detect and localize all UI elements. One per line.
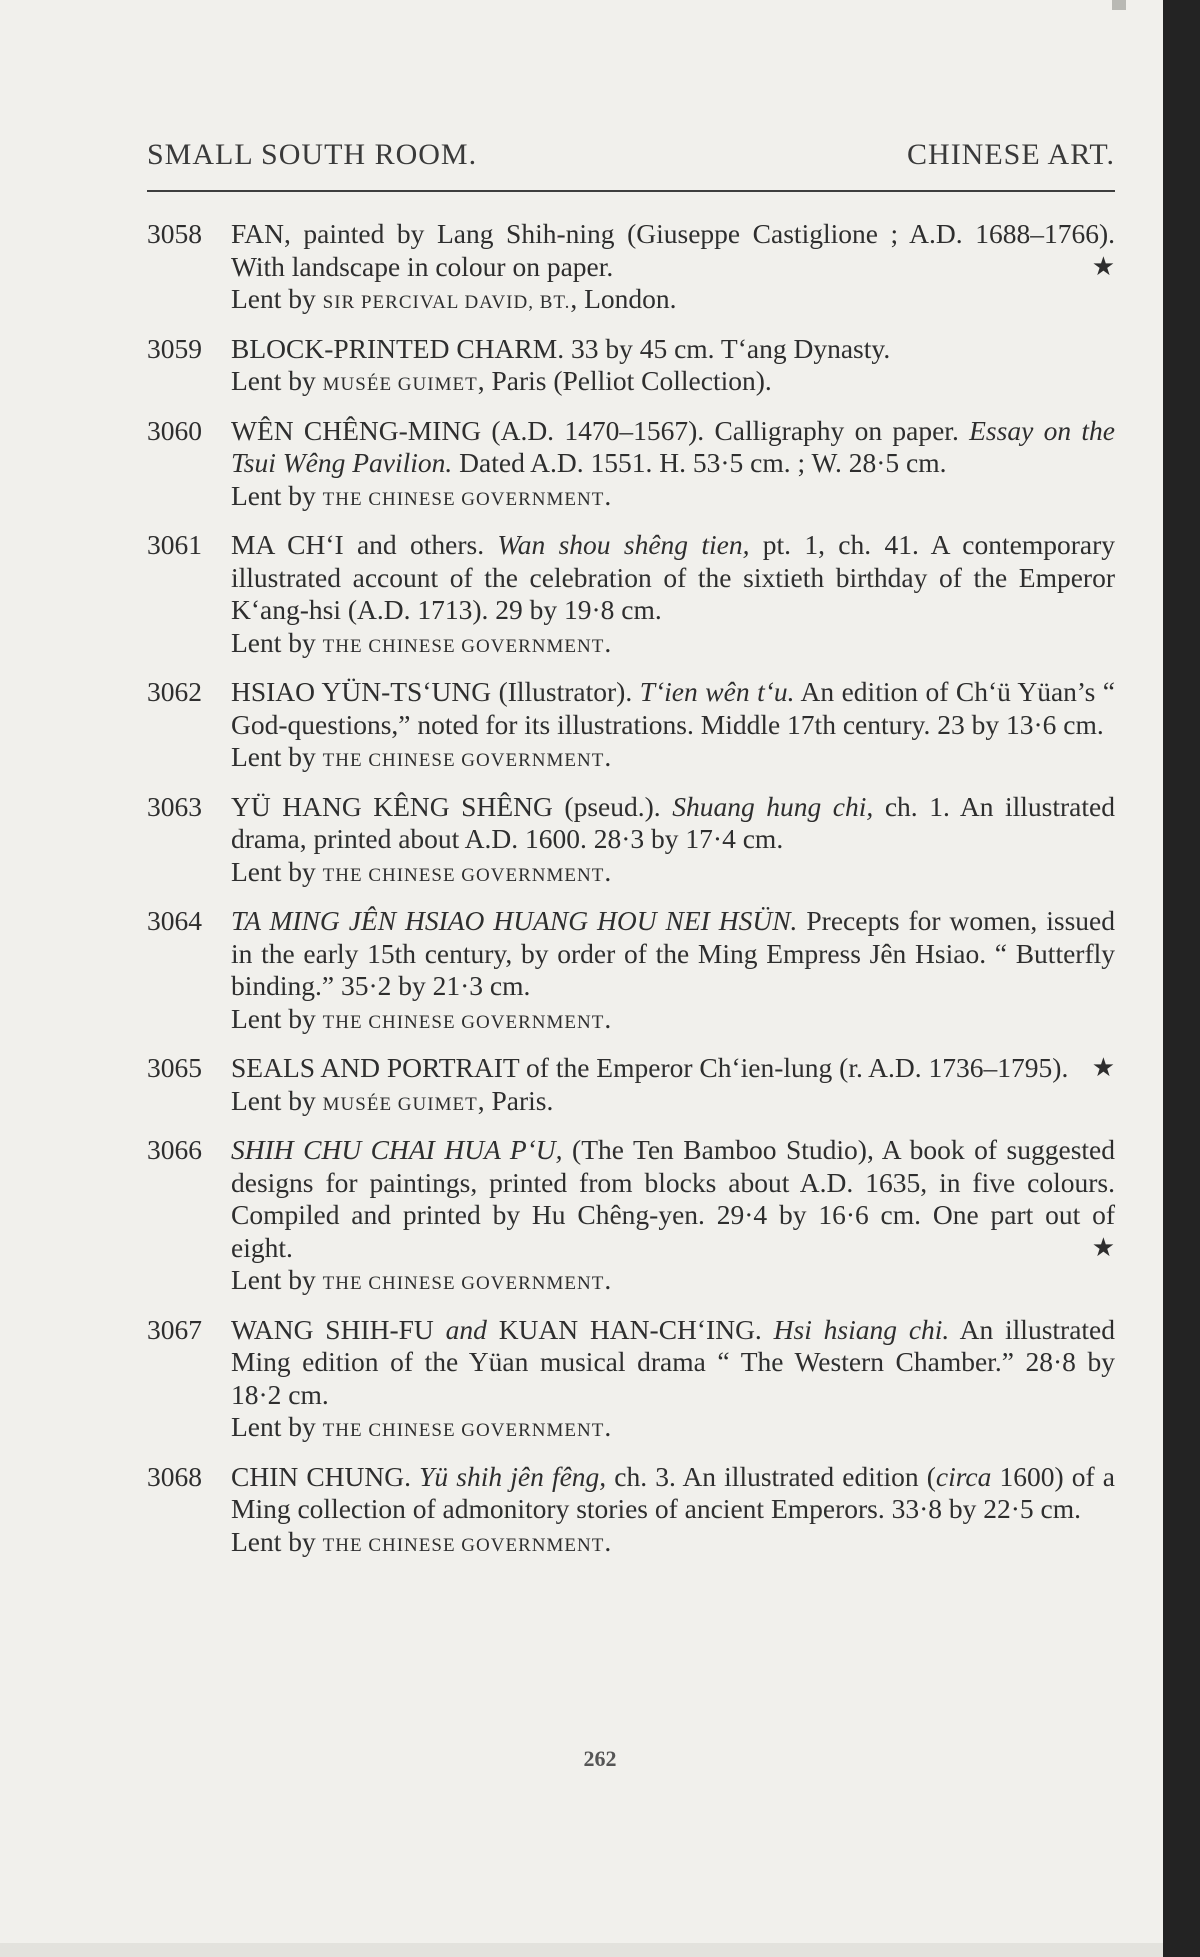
lent-prefix: Lent by xyxy=(231,283,323,314)
entry-number: 3059 xyxy=(147,332,202,364)
entry-title: WANG SHIH-FU xyxy=(231,1313,434,1345)
entry-number: 3065 xyxy=(147,1052,202,1083)
entry-description xyxy=(231,218,1115,283)
entry-number: 3067 xyxy=(147,1313,202,1345)
lender-name: THE CHINESE GOVERNMENT xyxy=(322,1011,605,1033)
lender-name: SIR PERCIVAL DAVID, BT. xyxy=(322,292,571,313)
entry-title: FAN, xyxy=(231,218,291,249)
catalogue-entry xyxy=(147,529,1115,663)
lender-name: THE CHINESE GOVERNMENT xyxy=(322,1534,605,1556)
entry-description xyxy=(231,791,1115,856)
lender-line xyxy=(231,283,1115,320)
entry-title: SHIH CHU CHAI HUA P‘U, xyxy=(231,1134,563,1165)
entry-text-continued: ch. 3. An illustrated edition ( xyxy=(606,1460,936,1492)
page-edge-top xyxy=(1112,0,1126,10)
catalogue-entries xyxy=(147,218,1115,1575)
lent-suffix: . xyxy=(604,741,612,772)
lender-name: MUSÉE GUIMET xyxy=(322,1093,478,1115)
entry-text: Precepts for women, issued in the early 15th century, by order of the Ming Empress Jên Hsiao. “ Butterfly binding.” 35·2 by 21·3 cm. xyxy=(231,905,1115,1001)
entry-title: MA CH‘I xyxy=(231,529,344,560)
star-icon: ★ xyxy=(1091,1232,1115,1262)
lent-suffix: , London. xyxy=(570,283,677,314)
lender-line xyxy=(231,1526,1115,1563)
header-section: CHINESE ART. xyxy=(907,138,1115,171)
star-icon: ★ xyxy=(1091,251,1115,281)
lender-name: THE CHINESE GOVERNMENT xyxy=(322,864,605,886)
entry-description xyxy=(231,676,1115,741)
entry-description xyxy=(231,1052,1115,1085)
catalogue-entry xyxy=(147,905,1115,1039)
entry-number: 3062 xyxy=(147,676,202,707)
entry-title-second: KUAN HAN-CH‘ING. xyxy=(486,1313,762,1345)
lent-prefix: Lent by xyxy=(231,479,323,511)
entry-text xyxy=(434,1314,446,1345)
entry-text: (Illustrator). xyxy=(491,676,640,707)
entry-description xyxy=(231,415,1115,480)
entry-text-continued: pt. 1, ch. 41. A contemporary illustrated account of the celebration of the sixtieth birthday of the Emperor K‘ang-hsi (A.D. 1713). 29 by 19·8 cm. xyxy=(231,529,1115,625)
entry-circa: circa xyxy=(935,1460,992,1492)
lender-name: THE CHINESE GOVERNMENT xyxy=(322,750,605,771)
page-number: 262 xyxy=(583,1746,617,1771)
lender-line xyxy=(231,365,1115,402)
entry-text: painted by Lang Shih-ning (Giuseppe Castiglione ; A.D. 1688–1766). With landscape in colour on paper. xyxy=(231,218,1115,282)
entry-title: SEALS AND PORTRAIT xyxy=(231,1052,520,1083)
entry-text-continued: An edition of Ch‘ü Yüan’s “ God-questions,” noted for its illustrations. Middle 17th century. 23 by 13·6 cm. xyxy=(231,676,1115,740)
lent-suffix: . xyxy=(604,1525,612,1557)
lent-prefix: Lent by xyxy=(231,626,323,658)
entry-title: TA MING JÊN HSIAO HUANG HOU NEI HSÜN. xyxy=(231,905,798,936)
entry-text-continued: Dated A.D. 1551. H. 53·5 cm. ; W. 28·5 cm. xyxy=(452,447,947,478)
lender-name: THE CHINESE GOVERNMENT xyxy=(322,488,605,510)
entry-conjunction: and xyxy=(445,1313,487,1345)
entry-work-title: T‘ien wên t‘u. xyxy=(639,676,795,707)
entry-text: (A.D. 1470–1567). Calligraphy on paper. xyxy=(481,414,970,446)
lender-line xyxy=(231,1003,1115,1040)
lender-name: MUSÉE GUIMET xyxy=(322,374,478,395)
entry-title: HSIAO YÜN-TS‘UNG xyxy=(231,676,492,707)
entry-work-title: Wan shou shêng tien, xyxy=(497,529,750,560)
lender-line xyxy=(231,856,1115,893)
entry-number: 3066 xyxy=(147,1134,202,1165)
catalogue-entry xyxy=(147,1052,1115,1121)
entry-description xyxy=(231,1461,1115,1526)
entry-work-title: Yü shih jên fêng, xyxy=(419,1460,607,1492)
entry-title: BLOCK-PRINTED CHARM. xyxy=(231,332,565,364)
entry-title: CHIN CHUNG. xyxy=(231,1460,411,1492)
lent-prefix: Lent by xyxy=(231,1411,323,1442)
entry-text-end: 1600) of a Ming collection of admonitory stories of ancient Emperors. 33·8 by 22·5 cm. xyxy=(231,1460,1116,1524)
entry-work-title: Shuang hung chi, xyxy=(672,790,874,822)
entry-number: 3060 xyxy=(147,414,202,446)
lent-suffix: , Paris. xyxy=(477,1084,554,1116)
lent-prefix: Lent by xyxy=(231,1084,323,1116)
lent-prefix: Lent by xyxy=(231,365,323,396)
lent-prefix: Lent by xyxy=(231,1264,323,1295)
entry-text: and others. xyxy=(343,529,498,560)
lender-line xyxy=(231,741,1115,778)
entry-text: of the Emperor Ch‘ien-lung (r. A.D. 1736–1795). xyxy=(519,1052,1069,1083)
catalogue-entry xyxy=(147,791,1115,893)
entry-text: (pseud.). xyxy=(552,790,673,822)
lent-prefix: Lent by xyxy=(231,1002,323,1034)
lent-suffix: . xyxy=(604,1264,612,1295)
lent-suffix: . xyxy=(604,479,612,511)
header-room: SMALL SOUTH ROOM. xyxy=(147,138,478,171)
lent-suffix: , Paris (Pelliot Collection). xyxy=(477,365,772,396)
catalogue-entry xyxy=(147,333,1115,402)
lender-name: THE CHINESE GOVERNMENT xyxy=(322,635,605,657)
book-edge xyxy=(1163,0,1200,1957)
star-icon: ★ xyxy=(1091,1053,1115,1082)
entry-work-title: Hsi hsiang chi. xyxy=(761,1313,950,1345)
catalogue-entry xyxy=(147,676,1115,778)
entry-description xyxy=(231,905,1115,1003)
entry-title: YÜ HANG KÊNG SHÊNG xyxy=(231,790,553,822)
entry-work-title: Essay on the Tsui Wêng Pavilion. xyxy=(231,414,1115,478)
catalogue-entry xyxy=(147,1314,1115,1448)
entry-description xyxy=(231,333,1115,366)
lent-suffix: . xyxy=(604,1411,612,1442)
entry-text-continued: ch. 1. An illustrated drama, printed about A.D. 1600. 28·3 by 17·4 cm. xyxy=(231,790,1115,854)
catalogue-entry xyxy=(147,218,1115,320)
entry-description xyxy=(231,1314,1115,1412)
entry-text: (The Ten Bamboo Studio), A book of suggested designs for paintings, printed from blocks about A.D. 1635, in five colours. Compiled and printed by Hu Chêng-yen. 29·4 by 16·6 cm. One part out of eight. xyxy=(231,1134,1115,1263)
lent-suffix: . xyxy=(604,626,612,658)
lender-line xyxy=(231,627,1115,664)
entry-text: 33 by 45 cm. T‘ang Dynasty. xyxy=(564,332,891,364)
entry-description xyxy=(231,1134,1115,1264)
page-bottom-edge xyxy=(0,1943,1163,1957)
lent-prefix: Lent by xyxy=(231,1525,323,1557)
catalogue-entry xyxy=(147,1134,1115,1301)
lender-line xyxy=(231,1411,1115,1448)
header-rule xyxy=(147,190,1115,192)
catalogue-entry xyxy=(147,415,1115,517)
lender-line xyxy=(231,480,1115,517)
entry-text-continued: An illustrated Ming edition of the Yüan musical drama “ The Western Chamber.” 28·8 by 18·2 cm. xyxy=(231,1313,1116,1410)
entry-text xyxy=(411,1461,419,1492)
entry-number: 3061 xyxy=(147,529,202,560)
lent-suffix: . xyxy=(604,1002,612,1034)
entry-title: WÊN CHÊNG-MING xyxy=(231,414,482,446)
lender-name: THE CHINESE GOVERNMENT xyxy=(322,1273,605,1294)
lent-prefix: Lent by xyxy=(231,855,323,887)
entry-number: 3063 xyxy=(147,790,202,822)
entry-number: 3068 xyxy=(147,1460,202,1492)
entry-description xyxy=(231,529,1115,627)
lender-line xyxy=(231,1264,1115,1301)
lender-line xyxy=(231,1085,1115,1122)
lender-name: THE CHINESE GOVERNMENT xyxy=(322,1420,605,1441)
entry-number: 3064 xyxy=(147,905,202,936)
catalogue-entry xyxy=(147,1461,1115,1563)
entry-number: 3058 xyxy=(147,218,202,249)
lent-prefix: Lent by xyxy=(231,741,323,772)
lent-suffix: . xyxy=(604,855,612,887)
